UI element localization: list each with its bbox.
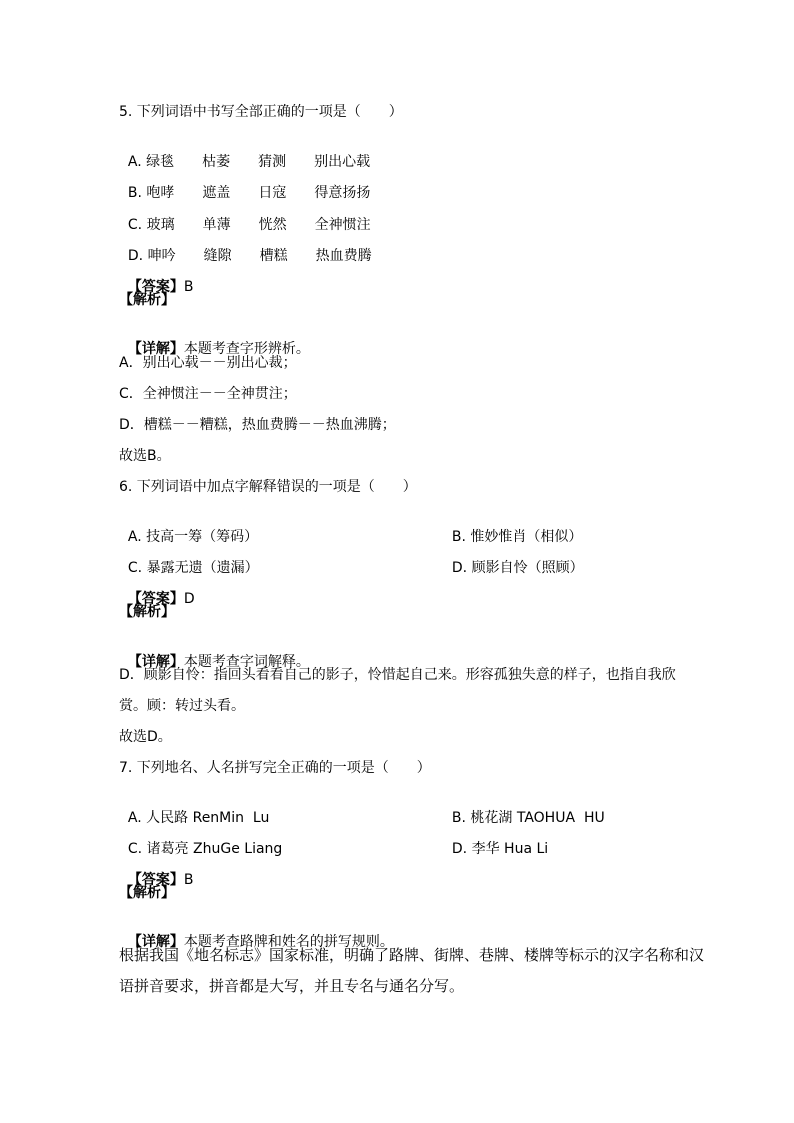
- q5-detail: [119, 322, 310, 358]
- option-text: 暴露无遗（遗漏）: [146, 560, 259, 576]
- q5-explain-line: C．全神惯注－－全神贯注；: [119, 386, 297, 402]
- option-text: 桃花湖 TAOHUA HU: [470, 810, 605, 826]
- q7-explain-line: 语拼音要求，拼音都是大写，并且专名与通名分写。: [119, 977, 465, 995]
- answer-tag: 【答案】: [127, 591, 184, 607]
- option-label: D.: [451, 560, 472, 576]
- option-text: 惟妙惟肖（相似）: [470, 529, 583, 545]
- option-word: 恍然: [258, 217, 287, 233]
- option-label: A.: [127, 529, 147, 545]
- detail-tag: 【详解】: [127, 341, 184, 357]
- detail-text: 本题考查字形辨析。: [183, 341, 310, 357]
- option-word: 热血费腾: [315, 248, 372, 264]
- q5-option-b: [119, 166, 370, 202]
- option-label: C.: [127, 841, 147, 857]
- option-word: 枯萎: [202, 154, 231, 170]
- answer-value: B: [183, 872, 194, 888]
- option-label: A.: [127, 810, 147, 826]
- q6-option-d: [443, 541, 584, 577]
- answer-value: B: [183, 279, 194, 295]
- q6-explain-line: 赏。顾：转过头看。: [119, 698, 245, 714]
- option-word: 猜测: [258, 154, 287, 170]
- option-label: C.: [127, 217, 147, 233]
- option-text: 诸葛亮 ZhuGe Liang: [146, 841, 283, 857]
- answer-value: D: [183, 591, 195, 607]
- option-text: 技高一筹（筹码）: [146, 529, 259, 545]
- q5-conclusion: 故选B。: [119, 448, 171, 464]
- q6-explain-line: D．顾影自怜：指回头看看自己的影子，怜惜起自己来。形容孤独失意的样子，也指自我欣: [119, 667, 676, 683]
- q5-explain-line: A．别出心载－－别出心裁；: [119, 355, 297, 371]
- option-word: 呻吟: [147, 248, 176, 264]
- answer-tag: 【答案】: [127, 872, 184, 888]
- option-text: 李华 Hua Li: [471, 841, 549, 857]
- option-word: 槽糕: [259, 248, 288, 264]
- option-word: 单薄: [202, 217, 231, 233]
- option-word: 咆哮: [146, 185, 175, 201]
- option-label: A.: [127, 154, 147, 170]
- q5-question: 5. 下列词语中书写全部正确的一项是（ ）: [119, 104, 403, 120]
- answer-tag: 【答案】: [127, 279, 184, 295]
- option-text: 顾影自怜（照顾）: [471, 560, 584, 576]
- option-word: 缝隙: [203, 248, 232, 264]
- q7-explain-line: 根据我国《地名标志》国家标准，明确了路牌、街牌、巷牌、楼牌等标示的汉字名称和汉: [119, 946, 705, 964]
- option-label: C.: [127, 560, 147, 576]
- q7-question: 7. 下列地名、人名拼写完全正确的一项是（ ）: [119, 760, 431, 776]
- option-text: 人民路 RenMin Lu: [146, 810, 270, 826]
- q7-analysis-tag: 【解析】: [119, 885, 175, 901]
- q7-option-d: [443, 822, 548, 858]
- option-word: 得意扬扬: [314, 185, 371, 201]
- detail-tag: 【详解】: [127, 654, 184, 670]
- option-label: D.: [451, 841, 472, 857]
- q5-explain-line: D．槽糕－－糟糕，热血费腾－－热血沸腾；: [119, 417, 396, 433]
- q5-analysis-tag: 【解析】: [119, 292, 175, 308]
- option-word: 遮盖: [202, 185, 231, 201]
- option-label: B.: [451, 810, 471, 826]
- q6-question: 6. 下列词语中加点字解释错误的一项是（ ）: [119, 479, 417, 495]
- option-word: 全神惯注: [314, 217, 371, 233]
- detail-text: 本题考查字词解释。: [183, 654, 310, 670]
- detail-tag: 【详解】: [127, 934, 184, 950]
- option-label: D.: [127, 248, 148, 264]
- option-word: 绿毯: [146, 154, 175, 170]
- q6-analysis-tag: 【解析】: [119, 604, 175, 620]
- option-label: B.: [127, 185, 147, 201]
- option-word: 日寇: [258, 185, 287, 201]
- option-label: B.: [451, 529, 471, 545]
- detail-text: 本题考查路牌和姓名的拼写规则。: [183, 934, 394, 950]
- option-word: 别出心载: [314, 154, 371, 170]
- option-word: 玻璃: [146, 217, 175, 233]
- q6-conclusion: 故选D。: [119, 729, 172, 745]
